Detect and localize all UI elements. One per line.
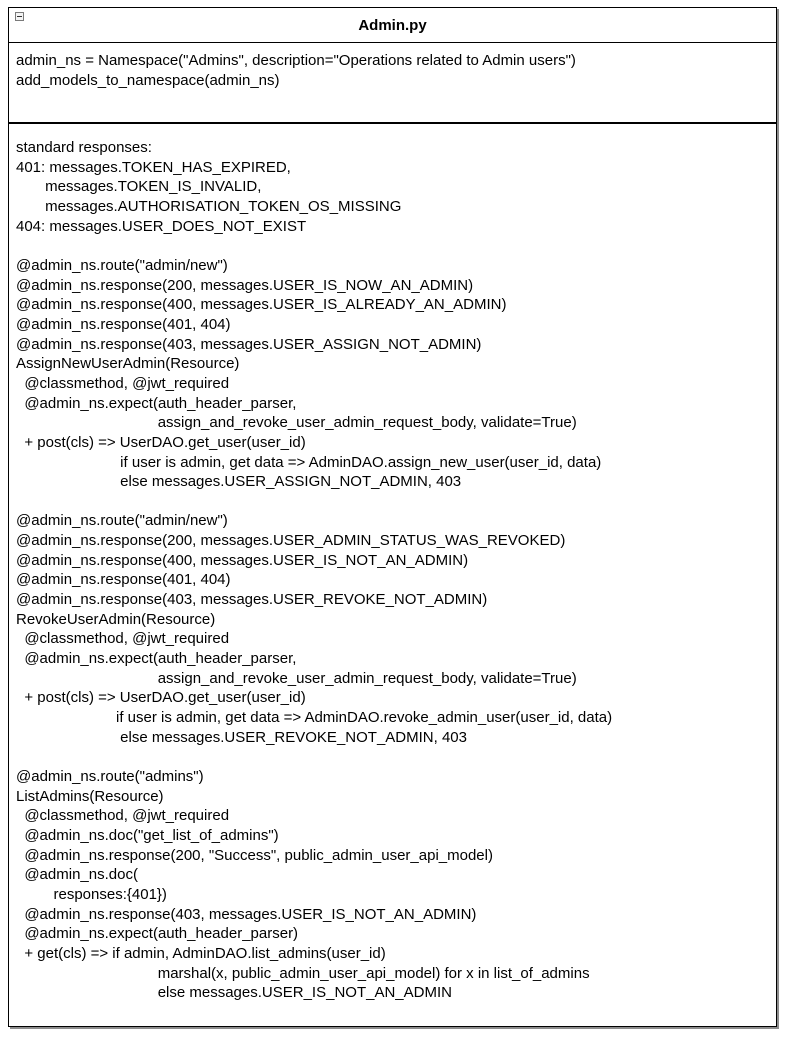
class-title: Admin.py <box>358 17 427 34</box>
method-line: RevokeUserAdmin(Resource) <box>16 610 216 628</box>
method-line: @admin_ns.response(401, 404) <box>16 571 231 589</box>
method-line: else messages.USER_ASSIGN_NOT_ADMIN, 403 <box>16 473 462 491</box>
method-line: assign_and_revoke_user_admin_request_body, validate=True) <box>16 414 577 432</box>
method-line: @classmethod, @jwt_required <box>16 630 230 648</box>
method-line: @admin_ns.route("admin/new") <box>16 256 228 274</box>
method-line: @admin_ns.response(200, "Success", public_admin_user_api_model) <box>16 846 493 864</box>
method-line: 404: messages.USER_DOES_NOT_EXIST <box>16 217 307 235</box>
methods-section <box>9 124 776 1003</box>
method-line: else messages.USER_REVOKE_NOT_ADMIN, 403 <box>16 728 467 746</box>
method-line <box>16 492 776 512</box>
method-line: @admin_ns.route("admin/new") <box>16 512 228 530</box>
method-line: else messages.USER_IS_NOT_AN_ADMIN <box>16 984 452 1002</box>
method-line: if user is admin, get data => AdminDAO.revoke_admin_user(user_id, data) <box>16 709 613 727</box>
attribute-line: admin_ns = Namespace("Admins", description="Operations related to Admin users") <box>16 52 576 69</box>
method-line: @admin_ns.expect(auth_header_parser) <box>16 925 299 943</box>
method-line: @admin_ns.response(403, messages.USER_IS_NOT_AN_ADMIN) <box>16 905 477 923</box>
method-line: @admin_ns.expect(auth_header_parser, <box>16 394 297 412</box>
method-line: @classmethod, @jwt_required <box>16 374 230 392</box>
method-line <box>16 236 776 256</box>
method-line: @admin_ns.response(403, messages.USER_REVOKE_NOT_ADMIN) <box>16 591 488 609</box>
attribute-line: add_models_to_namespace(admin_ns) <box>16 71 280 89</box>
method-line: @admin_ns.doc("get_list_of_admins") <box>16 826 279 844</box>
method-line: AssignNewUserAdmin(Resource) <box>16 355 240 373</box>
method-line: @admin_ns.route("admins") <box>16 768 204 785</box>
method-line: + post(cls) => UserDAO.get_user(user_id) <box>16 433 306 451</box>
method-line: @admin_ns.response(200, messages.USER_ADMIN_STATUS_WAS_REVOKED) <box>16 532 566 550</box>
method-line: @admin_ns.response(401, 404) <box>16 315 231 333</box>
method-line: assign_and_revoke_user_admin_request_body, validate=True) <box>16 669 577 687</box>
method-line: 401: messages.TOKEN_HAS_EXPIRED, <box>16 158 291 176</box>
method-line: @admin_ns.response(400, messages.USER_IS_ALREADY_AN_ADMIN) <box>16 296 507 314</box>
method-line <box>16 747 776 767</box>
method-line: @admin_ns.doc( <box>16 866 138 884</box>
method-line: marshal(x, public_admin_user_api_model) for x in list_of_admins <box>16 964 590 982</box>
uml-class-box <box>8 7 777 1027</box>
method-line: + post(cls) => UserDAO.get_user(user_id) <box>16 689 306 707</box>
method-line: messages.TOKEN_IS_INVALID, <box>16 178 262 196</box>
method-line: if user is admin, get data => AdminDAO.assign_new_user(user_id, data) <box>16 453 602 471</box>
method-line: @admin_ns.expect(auth_header_parser, <box>16 650 297 668</box>
attributes-section <box>9 43 776 124</box>
method-line: standard responses: <box>16 139 152 156</box>
method-line: @admin_ns.response(200, messages.USER_IS_NOW_AN_ADMIN) <box>16 276 474 294</box>
method-line: messages.AUTHORISATION_TOKEN_OS_MISSING <box>16 197 402 215</box>
method-line: @admin_ns.response(400, messages.USER_IS_NOT_AN_ADMIN) <box>16 551 469 569</box>
method-line: responses:{401}) <box>16 885 167 903</box>
method-line: @admin_ns.response(403, messages.USER_ASSIGN_NOT_ADMIN) <box>16 335 482 353</box>
class-header <box>9 8 776 43</box>
method-line: ListAdmins(Resource) <box>16 787 164 805</box>
method-line: + get(cls) => if admin, AdminDAO.list_admins(user_id) <box>16 944 386 962</box>
method-line: @classmethod, @jwt_required <box>16 807 230 825</box>
